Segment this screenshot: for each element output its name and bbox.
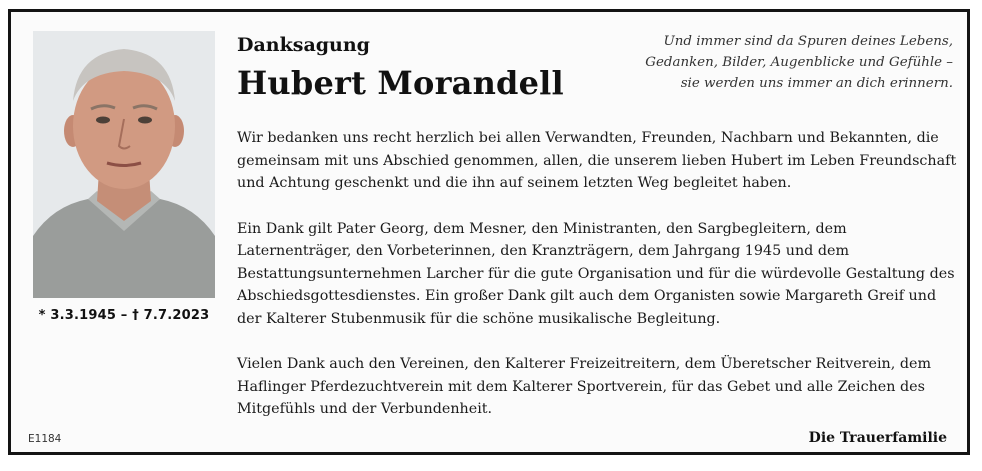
thank-you-text	[237, 127, 957, 444]
quote-line: sie werden uns immer an dich erinnern.	[680, 76, 953, 91]
life-dates: * 3.3.1945 – † 7.7.2023	[38, 308, 210, 323]
paragraph: Vielen Dank auch den Vereinen, den Kalterer Freizeitreitern, dem Überetscher Reitverein, dem Haflinger Pferdezuchtverein mit dem Kalterer Sportverein, für das Gebet und alle Zeichen des Mitgefühls und der Verbundenheit.	[237, 356, 932, 417]
signature: Die Trauerfamilie	[808, 430, 947, 446]
deceased-name: Hubert Morandell	[237, 64, 564, 102]
notice-code: E1184	[28, 433, 62, 445]
paragraph: Wir bedanken uns recht herzlich bei allen Verwandten, Freunden, Nachbarn und Bekannten, die gemeinsam mit uns Abschied genommen, allen, die unserem lieben Hubert im Leben Freundschaft und Achtung geschenkt und die ihn auf seinem letzten Weg begleitet haben.	[237, 130, 957, 191]
paragraph: Ein Dank gilt Pater Georg, dem Mesner, den Ministranten, den Sargbegleitern, dem Laternenträger, den Vorbeterinnen, den Kranzträgern, dem Jahrgang 1945 und dem Bestattungsunternehmen Larcher für die gute Organisation und für die würdevolle Gestaltung des Abschiedsgottesdienstes. Ein großer Dank gilt auch dem Organisten sowie Margareth Greif und der Kalterer Stubenmusik für die schöne musikalische Begleitung.	[237, 220, 955, 327]
memorial-quote	[623, 31, 953, 94]
portrait-photo	[33, 31, 215, 298]
quote-line: Und immer sind da Spuren deines Lebens,	[663, 34, 953, 49]
notice-label: Danksagung	[237, 34, 370, 56]
notice-frame	[8, 9, 970, 455]
quote-line: Gedanken, Bilder, Augenblicke und Gefühle –	[645, 55, 953, 70]
